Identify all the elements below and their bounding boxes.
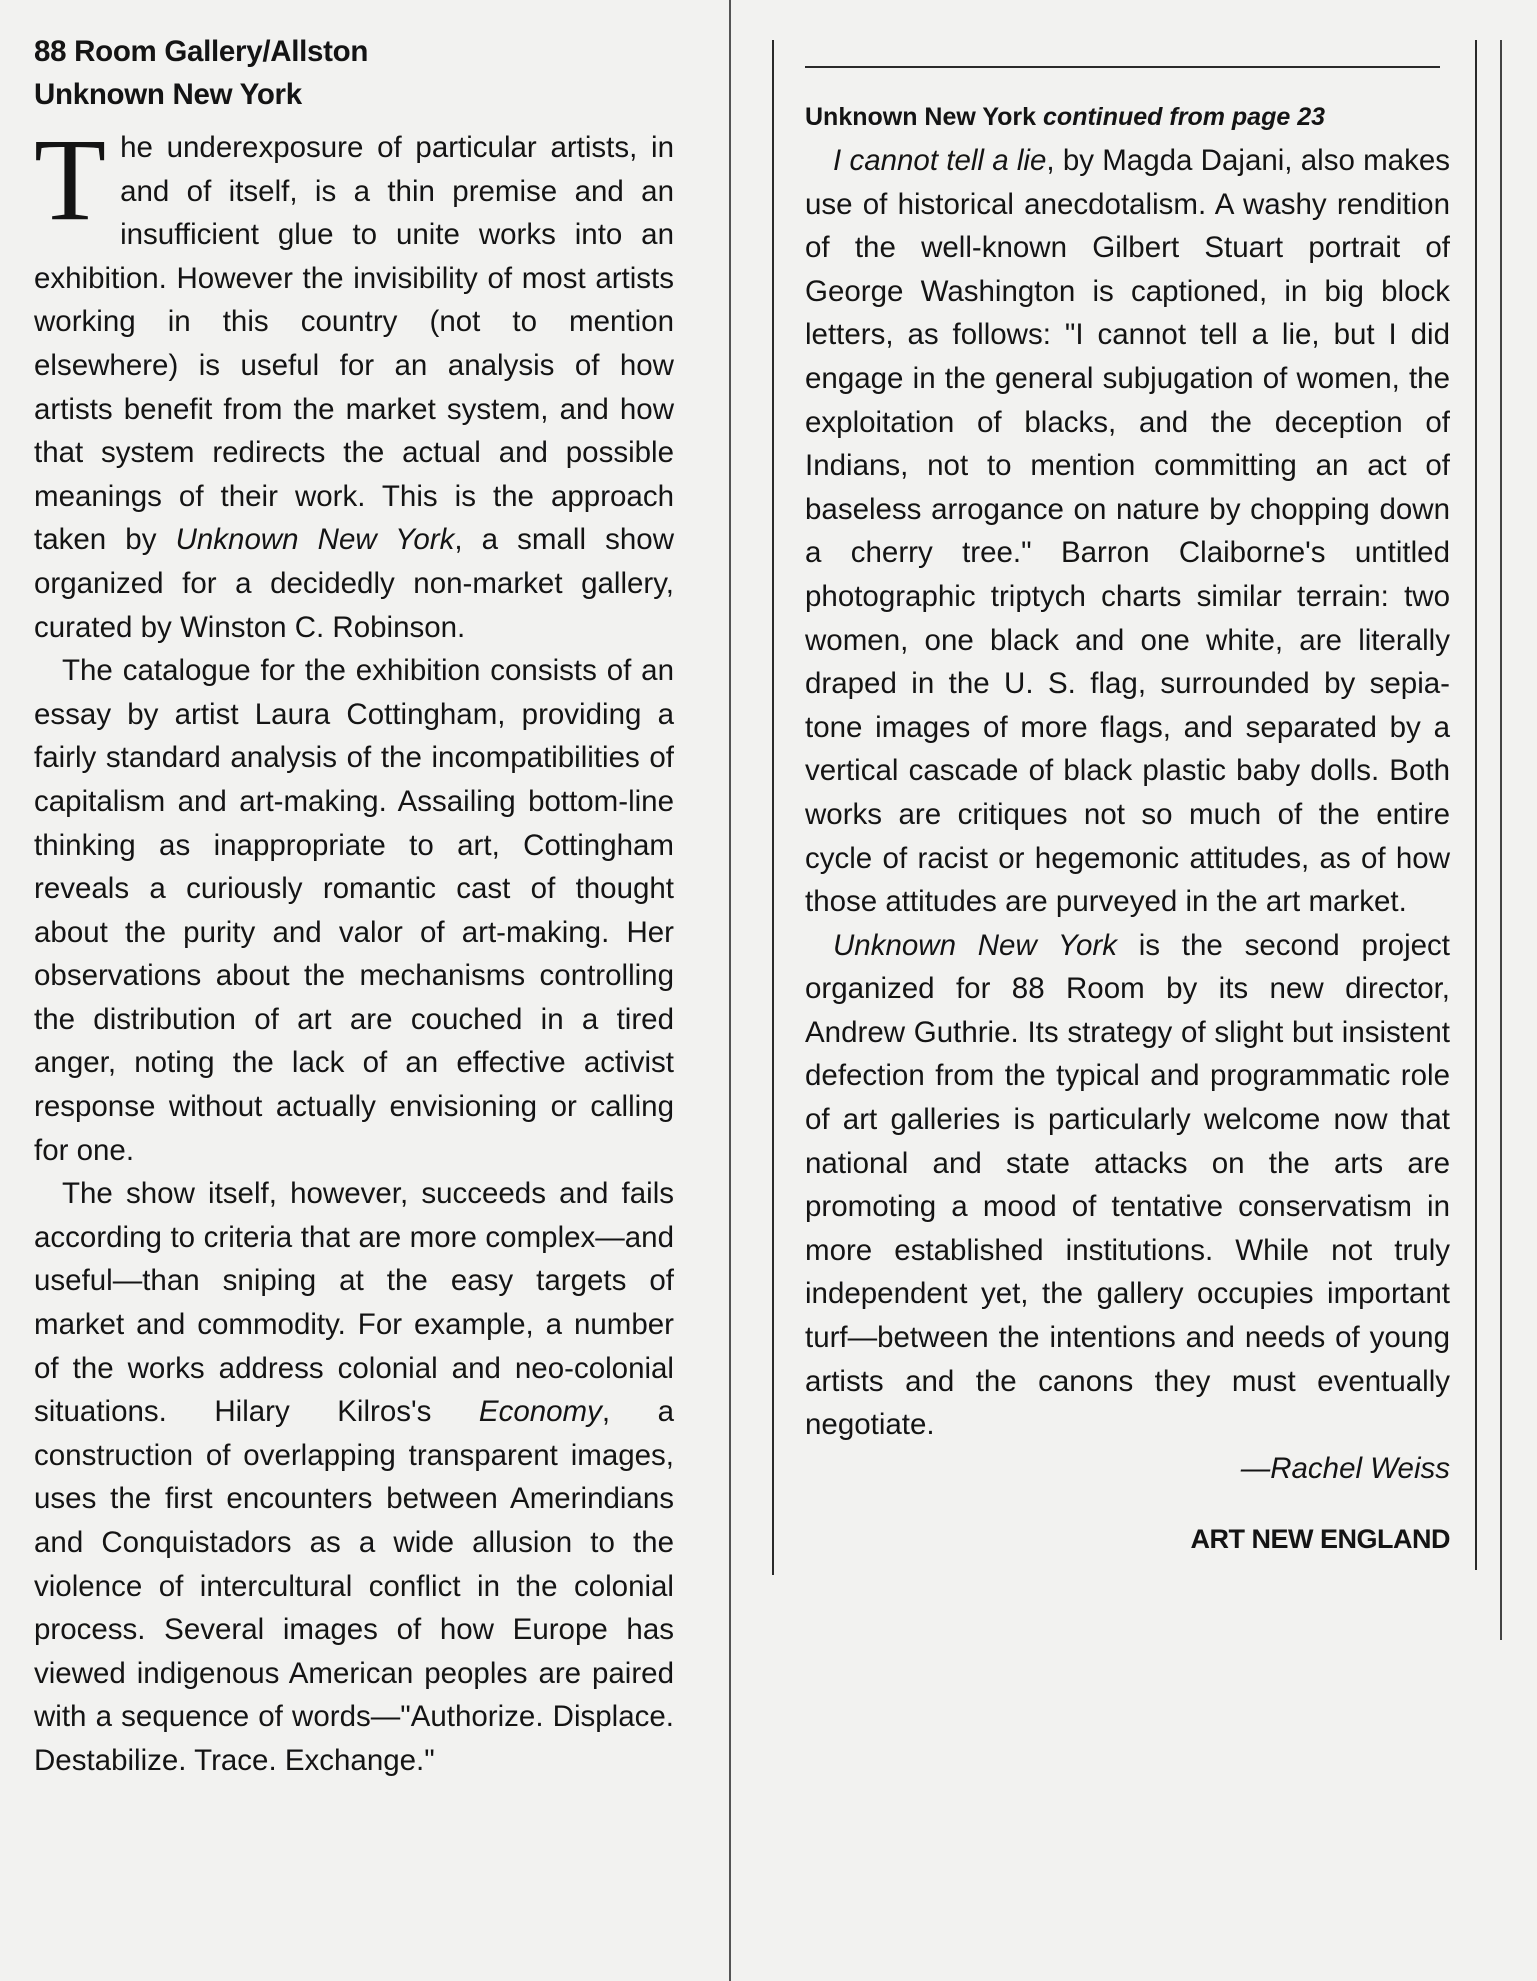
right-column-rule <box>1475 40 1477 1570</box>
paragraph-1-title: Unknown New York <box>175 523 455 557</box>
author-byline: —Rachel Weiss <box>1240 1451 1450 1485</box>
paragraph-4 <box>805 139 1450 924</box>
paragraph-3-title: Economy <box>478 1395 602 1429</box>
right-column <box>805 95 1450 1562</box>
paragraph-3 <box>34 1172 674 1782</box>
paragraph-4-text: , by Magda Dajani, also makes use of historical anecdotalism. A washy rendition of the well-known Gilbert Stuart portrait of George Washington is captioned, in big block letters, as follows: "I cannot tell a lie, but I did engage in the general subjugation of women, the exploitation of blacks, and the deception of Indians, not to mention committing an act of baseless arrogance on nature by chopping down a cherry tree." Barron Claiborne's untitled photographic triptych charts similar terrain: two women, one black and one white, are literally draped in the U. S. flag, surrounded by sepia-tone images of more flags, and separated by a vertical cascade of black plastic baby dolls. Both works are critiques not so much of the entire cycle of racist or hegemonic attitudes, as of how those attitudes are purveyed in the art market. <box>805 144 1450 919</box>
paragraph-1-text-b: , a small show organized for a decidedly non-market gallery, curated by Winston C. Robinson. <box>34 523 675 644</box>
paragraph-5 <box>805 924 1450 1447</box>
right-edge-rule <box>1500 40 1502 1640</box>
center-column-rule <box>772 40 774 1575</box>
top-column-rule <box>805 66 1440 68</box>
heading-venue: 88 Room Gallery/Allston <box>34 35 369 68</box>
left-column-rule <box>729 0 731 1981</box>
paragraph-4-title: I cannot tell a lie <box>833 144 1047 177</box>
paragraph-3-text-b: , a construction of overlapping transparent images, uses the first encounters between Amerindians and Conquistadors as a wide allusion to the violence of intercultural conflict in the colonial process. Several images of how Europe has viewed indigenous American peoples are paired with a sequence of words—"Authorize. Displace. Destabilize. Trace. Exchange." <box>34 1395 674 1777</box>
drop-cap: T <box>34 114 107 245</box>
continuation-heading <box>805 95 1450 139</box>
paragraph-3-text-a: The show itself, however, succeeds and fails according to criteria that are more complex—and useful—than sniping at the easy targets of market and commodity. For example, a number of the works address colonial and neo-colonial situations. Hilary Kilros's <box>34 1177 674 1429</box>
paragraph-5-title: Unknown New York <box>833 928 1117 962</box>
paragraph-2: The catalogue for the exhibition consists of an essay by artist Laura Cottingham, providing a fairly standard analysis of the incompatibilities of capitalism and art-making. Assailing bottom-line thinking as inappropriate to art, Cottingham reveals a curiously romantic cast of thought about the purity and valor of art-making. Her observations about the mechanisms controlling the distribution of art are couched in a tired anger, noting the lack of an effective activist response without actually envisioning or calling for one. <box>34 654 674 1167</box>
publication-source: ART NEW ENGLAND <box>1190 1524 1450 1555</box>
paragraph-1 <box>34 114 675 649</box>
paragraph-5-text: is the second project organized for 88 Room by its new director, Andrew Guthrie. Its strategy of slight but insistent defection from the typical and programmatic role of art galleries is particularly welcome now that national and state attacks on the arts are promoting a mood of tentative conservatism in more established institutions. While not truly independent yet, the gallery occupies important turf—between the intentions and needs of young artists and the canons they must eventually negotiate. <box>805 928 1450 1442</box>
continuation-note: continued from page 23 <box>1043 103 1325 131</box>
article-heading <box>34 30 674 116</box>
continuation-title: Unknown New York <box>805 103 1037 131</box>
left-column <box>34 30 674 1783</box>
paragraph-1-text-a: he underexposure of particular artists, in and of itself, is a thin premise and an insufficient glue to unite works into an exhibition. However the invisibility of most artists working in this country (not to mention elsewhere) is useful for an analysis of how artists benefit from the market system, and how that system redirects the actual and possible meanings of their work. This is the approach taken by <box>34 131 674 557</box>
heading-title: Unknown New York <box>34 78 302 111</box>
